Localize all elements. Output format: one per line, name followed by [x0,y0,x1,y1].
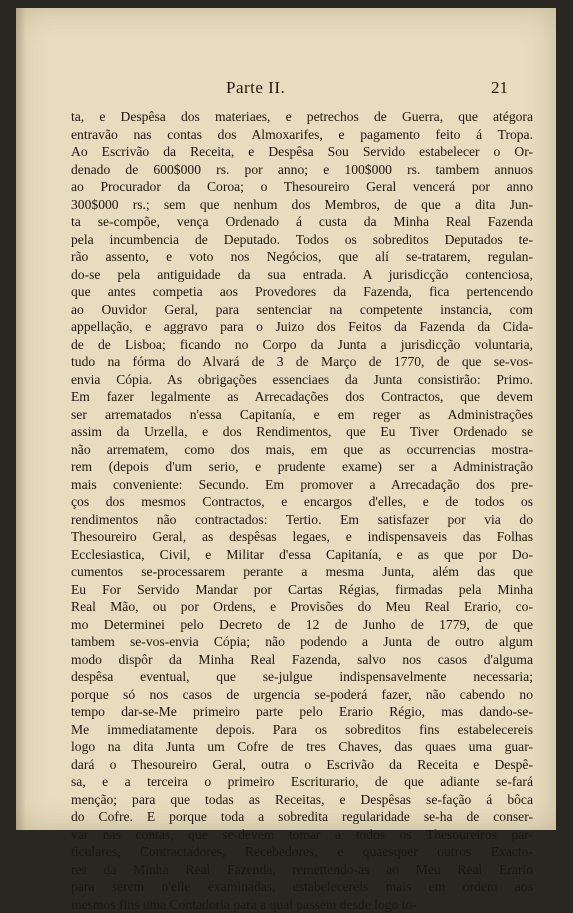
text-line: appellação, e aggravo para o Juizo dos Feitos da Fazenda da Cida- [71,318,533,336]
text-line: ao Procurador da Coroa; o Thesoureiro Geral vencerá por anno [71,178,533,196]
text-line: ços dos mesmos Contractos, e encargos d'elles, e de todos os [71,493,533,511]
text-line: de de Lisboa; ficando no Corpo da Junta a jurisdicção voluntaria, [71,336,533,354]
text-line: mesmos fins uma Contadoria para a qual passem desde logo to- [71,896,533,913]
text-line: Real Mão, ou por Ordens, e Provisões do Meu Real Erario, co- [71,598,533,616]
text-line: que antes competia aos Provedores da Fazenda, fica pertencendo [71,283,533,301]
text-line: envia Cópia. As obrigações essenciaes da Junta consistirão: Primo. [71,371,533,389]
text-line: ta, e Despêsa dos materiaes, e petrechos de Guerra, que atégora [71,108,533,126]
text-line: rão assento, e voto nos Negócios, que alí se-tratarem, regulan- [71,248,533,266]
text-line: ao Ouvidor Geral, para sentenciar na competente instancia, com [71,301,533,319]
text-line: tambem se-vos-envia Cópia; não podendo a Junta de outro algum [71,633,533,651]
text-line: para serem n'elle examinadas, estabelecereis mais em ordem aos [71,878,533,896]
text-line: ta se-compõe, vença Ordenado á custa da Minha Real Fazenda [71,213,533,231]
page-header [16,78,556,108]
text-line: 300$000 rs.; sem que nenhum dos Membros, de que a dita Jun- [71,196,533,214]
text-line: Em fazer legalmente as Arrecadações dos Contractos, que devem [71,388,533,406]
text-line: pela incumbencia de Deputado. Todos os sobreditos Deputados te- [71,231,533,249]
text-line: ser arrematados n'essa Capitanía, e em reger as Administrações [71,406,533,424]
text-line: rem (depois d'um serio, e prudente exame) ser a Administração [71,458,533,476]
text-line: Ecclesiastica, Civil, e Militar d'essa Capitanía, e as que por Do- [71,546,533,564]
text-line: Ao Escrivão da Receita, e Despêsa Sou Servido estabelecer o Or- [71,143,533,161]
text-line: tempo dar-se-Me primeiro parte pelo Erario Régio, mas dando-se- [71,703,533,721]
text-line: porque só nos casos de urgencia se-poderá fazer, não cabendo no [71,686,533,704]
body-text [71,108,533,913]
text-line: menção; para que todas as Receitas, e Despêsas se-fação á bôca [71,791,533,809]
text-line: não arrematem, como dos mais, em que as occurrencias mostra- [71,441,533,459]
text-line: cumentos se-processarem perante a mesma Junta, além das que [71,563,533,581]
text-line: ticulares, Contractadores, Recebedores, e quaesquer outros Exacto- [71,843,533,861]
text-line: entravão nas contas dos Almoxarifes, e pagamento feito á Tropa. [71,126,533,144]
book-page [16,8,556,830]
text-line: sa, e a terceira o primeiro Escriturario, de que adiante se-fará [71,773,533,791]
text-line: Thesoureiro Geral, as despêsas legaes, e indispensaveis das Folhas [71,528,533,546]
text-line: dará o Thesoureiro Geral, outra o Escrivão da Receita e Despê- [71,756,533,774]
text-line: Me immediatamente depois. Para os sobreditos fins estabelecereis [71,721,533,739]
text-line: do Cofre. E porque toda a sobredita regularidade se-ha de conser- [71,808,533,826]
page-number: 21 [491,78,508,98]
text-line: mais conveniente: Secundo. Em promover a Arrecadação dos pre- [71,476,533,494]
text-line: Eu For Servido Mandar por Cartas Régias, firmadas pela Minha [71,581,533,599]
text-line: modo dispôr da Minha Real Fazenda, salvo nos casos d'alguma [71,651,533,669]
text-line: res da Minha Real Fazenda, remettendo-as ao Meu Real Erario [71,861,533,879]
text-line: logo na dita Junta um Cofre de tres Chaves, das quaes uma guar- [71,738,533,756]
text-line: denado de 600$000 rs. por anno; e 100$000 rs. tambem annuos [71,161,533,179]
text-line: do-se pela antiguidade da sua entrada. A jurisdicção contenciosa, [71,266,533,284]
running-title: Parte II. [226,78,285,98]
text-line: rendimentos não contractados: Tertio. Em satisfazer por via do [71,511,533,529]
text-line: mo Determinei pelo Decreto de 12 de Junho de 1779, de que [71,616,533,634]
text-line: despêsa eventual, que se-julgue indispensavelmente necessaria; [71,668,533,686]
text-line: tudo na fórma do Alvará de 3 de Março de 1770, de que se-vos- [71,353,533,371]
text-line: assim da Urzella, e dos Rendimentos, que Eu Tiver Ordenado se [71,423,533,441]
text-line: var nas contas, que se-devem tomar a todos os Thesoureiros par- [71,826,533,844]
